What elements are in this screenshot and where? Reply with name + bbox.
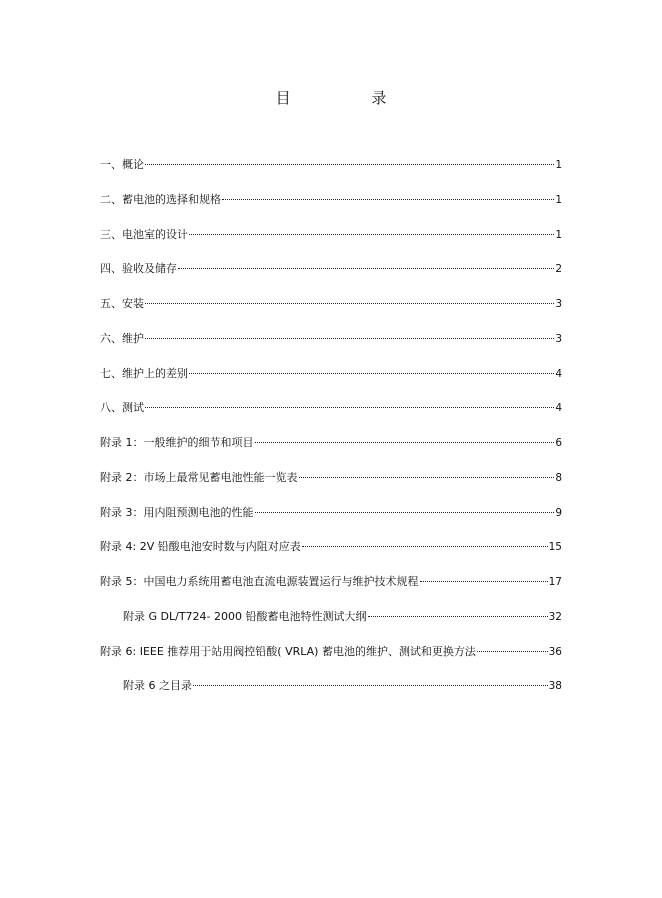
toc-entry-page: 1 — [555, 193, 562, 206]
toc-entry-page: 38 — [548, 680, 562, 693]
toc-entry-page: 9 — [555, 506, 562, 519]
toc-entry[interactable] — [100, 331, 562, 366]
toc-entry[interactable] — [100, 644, 562, 679]
toc-entry-label: 附录 6 之目录 — [123, 679, 192, 693]
toc-entry[interactable] — [100, 400, 562, 435]
toc-entry-label: 附录 2：市场上最常见蓄电池性能一览表 — [100, 470, 298, 484]
toc-entry-label: 三、电池室的设计 — [100, 227, 188, 241]
toc-leader-dots — [145, 303, 554, 304]
toc-entry-page: 8 — [555, 471, 562, 484]
toc-entry-label: 八、测试 — [100, 401, 144, 415]
toc-leader-dots — [145, 407, 554, 408]
toc-entry-label: 一、概论 — [100, 158, 144, 171]
toc-entry-label: 附录 3：用内阻预测电池的性能 — [100, 505, 254, 519]
toc-leader-dots — [189, 234, 554, 235]
toc-entry-page: 1 — [555, 228, 562, 241]
toc-entry[interactable] — [100, 539, 562, 574]
toc-entry[interactable] — [100, 505, 562, 540]
toc-entry-label: 七、维护上的差别 — [100, 366, 188, 380]
toc-entry-page: 3 — [555, 298, 562, 310]
toc-leader-dots — [255, 442, 555, 443]
toc-entry[interactable] — [100, 435, 562, 470]
toc-entry-page: 4 — [555, 367, 562, 380]
toc-entry[interactable] — [100, 157, 562, 192]
toc-subentry[interactable] — [100, 678, 562, 713]
toc-entry-label: 附录 6: IEEE 推荐用于站用阀控铅酸( VRLA) 蓄电池的维护、测试和更换方法 — [100, 644, 476, 658]
toc-entry[interactable] — [100, 227, 562, 262]
toc-entry-page: 2 — [555, 263, 562, 276]
toc-entry-label: 四、验收及储存 — [100, 262, 177, 276]
toc-entry-page: 3 — [555, 332, 562, 345]
toc-leader-dots — [189, 373, 554, 374]
toc-entry-label: 附录 5：中国电力系统用蓄电池直流电源装置运行与维护技术规程 — [100, 575, 419, 588]
toc-entry[interactable] — [100, 470, 562, 505]
toc-entry-page: 4 — [555, 402, 562, 415]
toc-entry-label: 附录 G DL/T724- 2000 铅酸蓄电池特性测试大纲 — [123, 609, 367, 623]
toc-leader-dots — [145, 338, 554, 339]
toc-leader-dots — [178, 268, 554, 269]
table-of-contents — [100, 157, 562, 713]
toc-leader-dots — [145, 164, 554, 165]
toc-entry-label: 五、安装 — [100, 297, 144, 310]
toc-leader-dots — [193, 685, 548, 686]
page-title: 目 录 — [275, 89, 425, 107]
toc-leader-dots — [299, 477, 555, 478]
toc-leader-dots — [477, 651, 548, 652]
toc-entry-label: 六、维护 — [100, 331, 144, 345]
toc-entry-page: 6 — [555, 437, 562, 449]
toc-subentry[interactable] — [100, 609, 562, 644]
toc-leader-dots — [420, 581, 548, 582]
toc-entry[interactable] — [100, 296, 562, 331]
toc-leader-dots — [222, 199, 554, 200]
toc-leader-dots — [302, 546, 548, 547]
toc-entry-label: 附录 1：一般维护的细节和项目 — [100, 436, 254, 449]
toc-entry-page: 1 — [555, 159, 562, 171]
toc-entry[interactable] — [100, 261, 562, 296]
toc-entry-page: 36 — [548, 645, 562, 658]
toc-entry[interactable] — [100, 366, 562, 401]
toc-entry-page: 17 — [548, 576, 562, 588]
toc-entry-label: 附录 4: 2V 铅酸电池安时数与内阻对应表 — [100, 540, 301, 554]
toc-entry[interactable] — [100, 192, 562, 227]
toc-leader-dots — [255, 512, 555, 513]
toc-entry[interactable] — [100, 574, 562, 609]
toc-entry-page: 32 — [548, 610, 562, 623]
toc-leader-dots — [368, 616, 548, 617]
toc-entry-label: 二、蓄电池的选择和规格 — [100, 192, 221, 206]
toc-entry-page: 15 — [548, 541, 562, 554]
